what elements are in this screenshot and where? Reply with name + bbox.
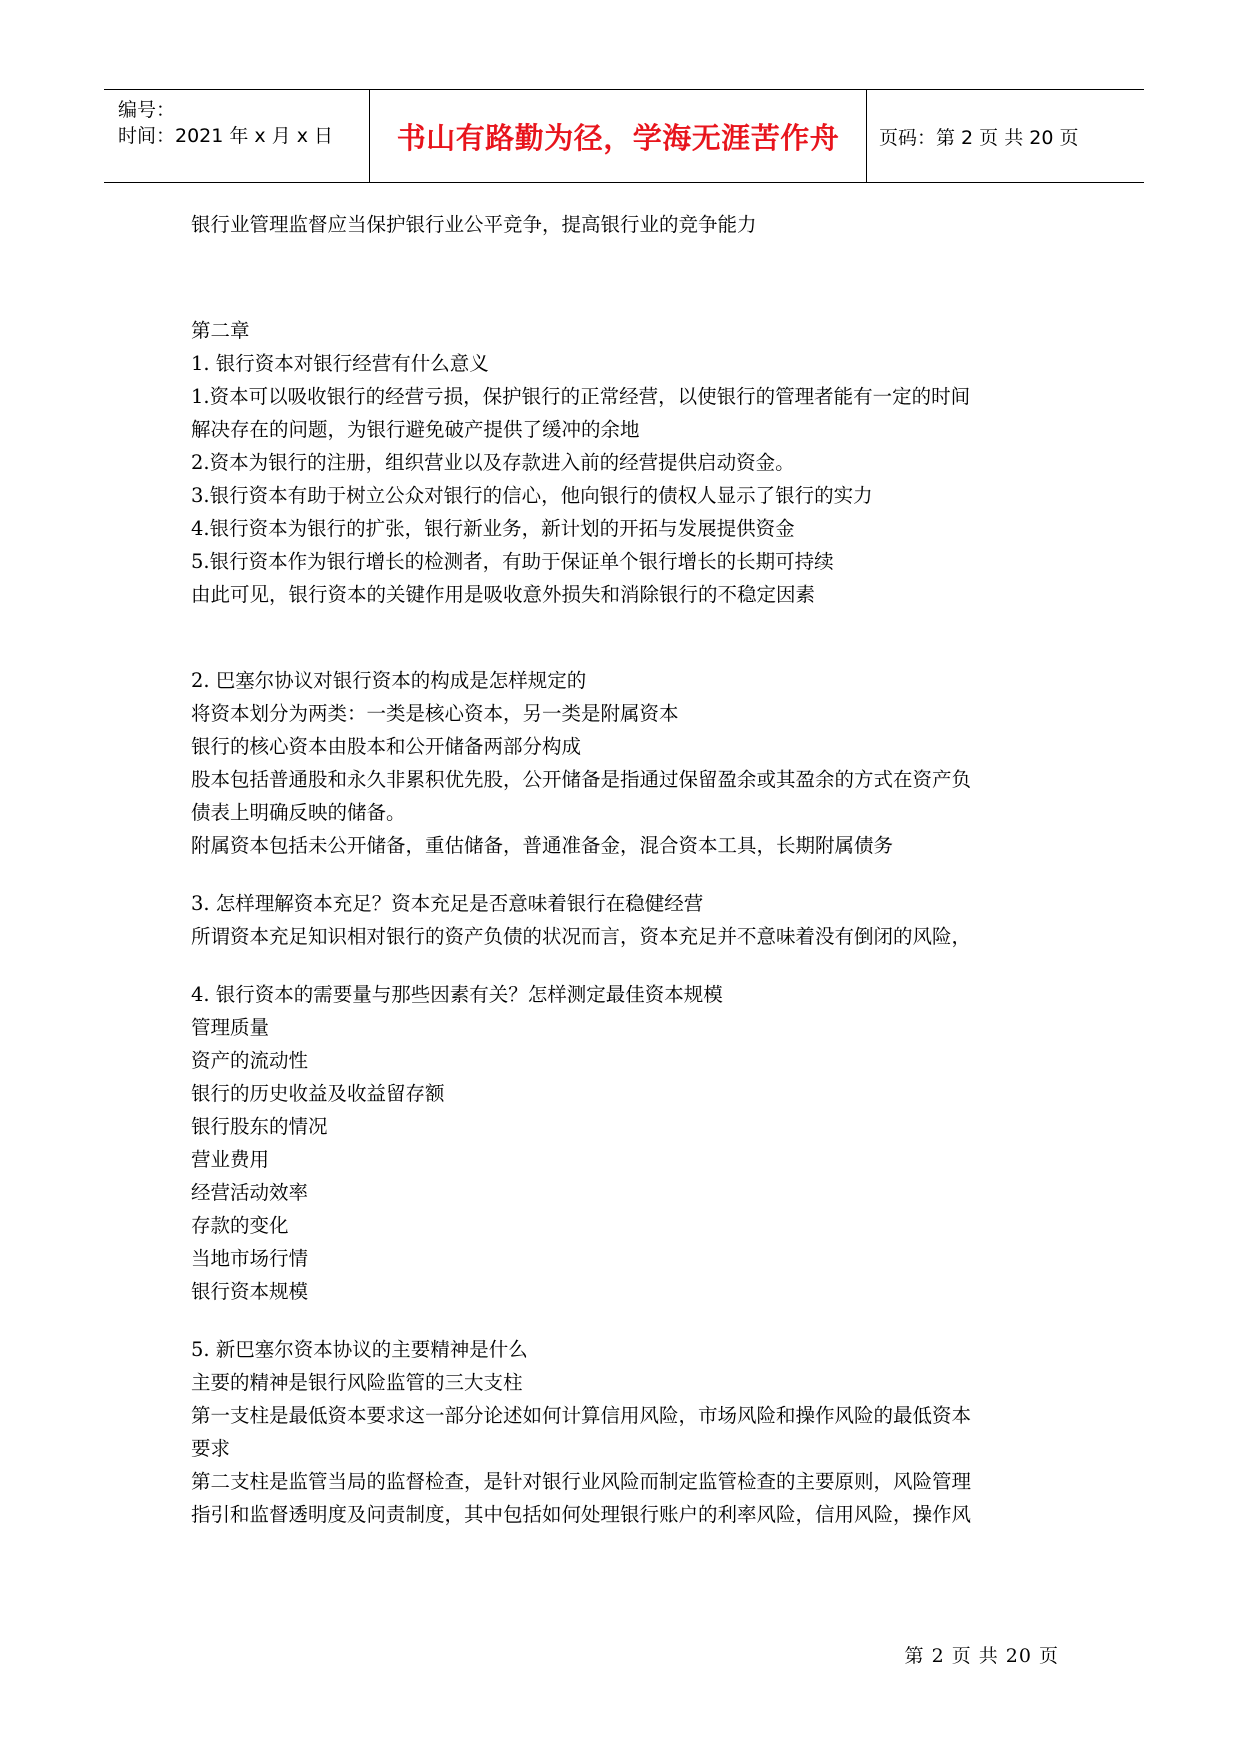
list-item: 管理质量 bbox=[191, 1016, 270, 1039]
answer-line: 指引和监督透明度及问责制度，其中包括如何处理银行账户的利率风险，信用风险，操作风 bbox=[191, 1503, 972, 1526]
page-footer: 第 2 页 共 20 页 bbox=[904, 1645, 1059, 1667]
date-label: 时间：2021 年 x 月 x 日 bbox=[118, 125, 334, 147]
answer-line: 第一支柱是最低资本要求这一部分论述如何计算信用风险，市场风险和操作风险的最低资本 bbox=[191, 1404, 972, 1427]
answer-line: 4.银行资本为银行的扩张，银行新业务，新计划的开拓与发展提供资金 bbox=[191, 517, 795, 540]
question-3-title: 3. 怎样理解资本充足？资本充足是否意味着银行在稳健经营 bbox=[191, 892, 704, 915]
answer-line: 主要的精神是银行风险监管的三大支柱 bbox=[191, 1371, 523, 1394]
answer-line: 解决存在的问题，为银行避免破产提供了缓冲的余地 bbox=[191, 418, 640, 441]
header-info-cell bbox=[104, 90, 370, 182]
question-2-title: 2. 巴塞尔协议对银行资本的构成是怎样规定的 bbox=[191, 669, 587, 692]
answer-line: 第二支柱是监管当局的监督检查，是针对银行业风险而制定监管检查的主要原则，风险管理 bbox=[191, 1470, 972, 1493]
list-item: 营业费用 bbox=[191, 1148, 270, 1171]
question-1-title: 1. 银行资本对银行经营有什么意义 bbox=[191, 352, 489, 375]
answer-line: 股本包括普通股和永久非累积优先股，公开储备是指通过保留盈余或其盈余的方式在资产负 bbox=[191, 768, 972, 791]
answer-line: 债表上明确反映的储备。 bbox=[191, 801, 406, 824]
intro-paragraph: 银行业管理监督应当保护银行业公平竞争，提高银行业的竞争能力 bbox=[191, 213, 757, 236]
answer-line: 将资本划分为两类：一类是核心资本，另一类是附属资本 bbox=[191, 702, 679, 725]
answer-line: 2.资本为银行的注册，组织营业以及存款进入前的经营提供启动资金。 bbox=[191, 451, 795, 474]
chapter-heading: 第二章 bbox=[191, 319, 250, 342]
list-item: 银行资本规模 bbox=[191, 1280, 309, 1303]
answer-line: 由此可见，银行资本的关键作用是吸收意外损失和消除银行的不稳定因素 bbox=[191, 583, 816, 606]
answer-line: 附属资本包括未公开储备，重估储备，普通准备金，混合资本工具，长期附属债务 bbox=[191, 834, 894, 857]
list-item: 存款的变化 bbox=[191, 1214, 289, 1237]
answer-line: 银行的核心资本由股本和公开储备两部分构成 bbox=[191, 735, 582, 758]
header-page-number: 页码：第 2 页 共 20 页 bbox=[879, 126, 1079, 149]
document-body bbox=[191, 208, 1071, 1531]
list-item: 银行股东的情况 bbox=[191, 1115, 328, 1138]
question-5-title: 5. 新巴塞尔资本协议的主要精神是什么 bbox=[191, 1338, 528, 1361]
answer-line: 要求 bbox=[191, 1437, 231, 1460]
answer-line: 3.银行资本有助于树立公众对银行的信心，他向银行的债权人显示了银行的实力 bbox=[191, 484, 873, 507]
question-4-title: 4. 银行资本的需要量与那些因素有关？怎样测定最佳资本规模 bbox=[191, 983, 723, 1006]
list-item: 经营活动效率 bbox=[191, 1181, 309, 1204]
answer-line: 5.银行资本作为银行增长的检测者，有助于保证单个银行增长的长期可持续 bbox=[191, 550, 834, 573]
serial-number-label: 编号： bbox=[118, 99, 176, 121]
answer-line: 所谓资本充足知识相对银行的资产负债的状况而言，资本充足并不意味着没有倒闭的风险， bbox=[191, 925, 972, 948]
list-item: 银行的历史收益及收益留存额 bbox=[191, 1082, 445, 1105]
answer-line: 1.资本可以吸收银行的经营亏损，保护银行的正常经营，以使银行的管理者能有一定的时间 bbox=[191, 385, 971, 408]
list-item: 当地市场行情 bbox=[191, 1247, 309, 1270]
list-item: 资产的流动性 bbox=[191, 1049, 309, 1072]
page-header bbox=[104, 89, 1144, 183]
header-motto: 书山有路勤为径，学海无涯苦作舟 bbox=[370, 90, 867, 182]
